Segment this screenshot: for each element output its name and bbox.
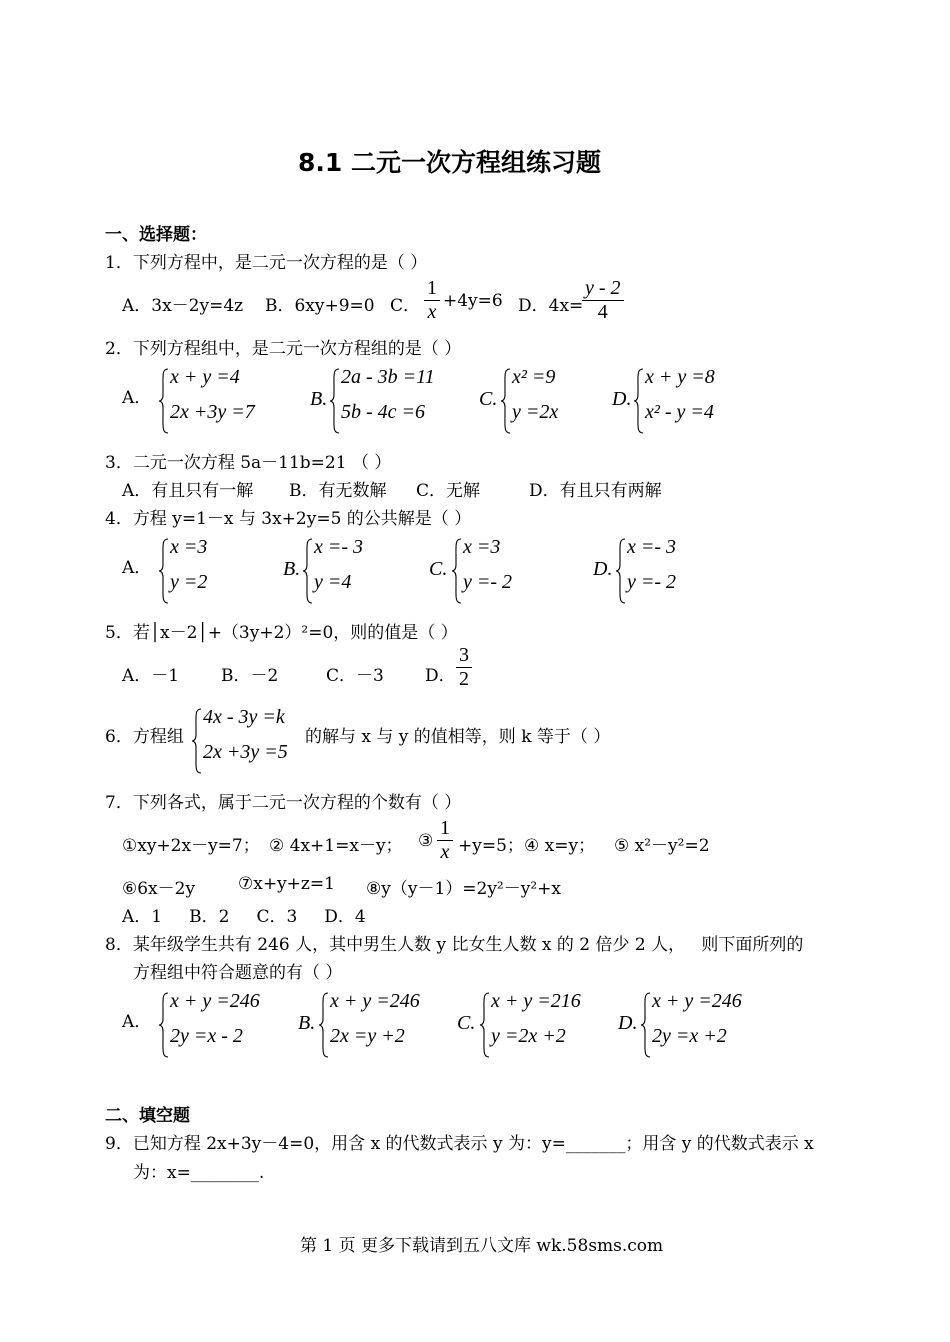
q2-option-d-label: D. (612, 388, 632, 410)
q8-stem-line1: 8．某年级学生共有 246 人，其中男生人数 y 比女生人数 x 的 2 倍少 2 人， 则下面所列的 (105, 935, 804, 955)
brace-icon (615, 538, 627, 604)
q7-stem: 7．下列各式，属于二元一次方程的个数有（ ） (105, 793, 462, 813)
q7-item-2: ② 4x+1=x－y； (269, 836, 403, 856)
q3-option-c: C．无解 (416, 481, 481, 501)
q8-option-a-label: A． (122, 1012, 152, 1032)
q7-item-3-prefix: ③ (418, 831, 434, 851)
q9-blank-x: ________ (190, 1163, 259, 1183)
brace-icon (640, 992, 652, 1058)
q1-stem: 1．下列方程中，是二元一次方程的是（ ） (105, 253, 428, 273)
q5-option-a: A．－1 (122, 666, 180, 686)
q1-option-a: A．3x－2y=4z (122, 296, 244, 316)
q7-item-3-fraction: $\frac{1}{x}$ (437, 817, 453, 864)
brace-icon (479, 992, 491, 1058)
q5-option-b: B．－2 (221, 666, 279, 686)
q1-option-c: C． (390, 296, 421, 316)
q3-option-b: B．有无数解 (289, 481, 387, 501)
q5-option-d: D． (425, 666, 456, 686)
q5-option-c: C．－3 (326, 666, 384, 686)
q1-option-c-fraction: $\frac{1}{x}$ (424, 277, 440, 324)
q1-option-c-rest: +4y=6 (443, 291, 503, 311)
q6-prefix: 6．方程组 (105, 727, 184, 747)
q4-option-b-label: B. (283, 558, 301, 580)
q9-line1: 9．已知方程 2x+3y－4=0，用含 x 的代数式表示 y 为：y=_______；用含 y 的代数式表示 x (105, 1134, 814, 1154)
q1-option-d: D．4x= (518, 296, 584, 316)
brace-icon (318, 992, 330, 1058)
brace-icon (191, 708, 203, 774)
q4-option-c-label: C. (429, 558, 448, 580)
q3-option-a: A．有且只有一解 (122, 481, 254, 501)
q2-option-a-label: A． (122, 388, 152, 408)
q3-option-d: D．有且只有两解 (529, 481, 662, 501)
q7-item-4: ④ x=y； (524, 836, 596, 856)
q3-stem: 3．二元一次方程 5a－11b=21 （ ） (105, 453, 392, 473)
brace-icon (500, 368, 512, 434)
page-footer: 第 1 页 更多下载请到五八文库 wk.58sms.com (300, 1236, 664, 1256)
brace-icon (633, 368, 645, 434)
q7-item-6: ⑥6x－2y (122, 879, 196, 899)
q4-stem: 4．方程 y=1－x 与 3x+2y=5 的公共解是（ ） (105, 509, 472, 529)
brace-icon (329, 368, 341, 434)
q7-item-1: ①xy+2x－y=7； (122, 836, 260, 856)
section-heading-fill: 二、填空题 (105, 1106, 190, 1126)
q7-options: A．1 B．2 C．3 D．4 (122, 907, 366, 927)
q1-option-d-fraction: $\frac{y - 2}{4}$ (582, 277, 624, 324)
q6-suffix: 的解与 x 与 y 的值相等，则 k 等于（ ） (305, 727, 611, 747)
q8-option-d-label: D. (618, 1012, 638, 1034)
q5-option-d-fraction: $\frac{3}{2}$ (456, 644, 472, 691)
brace-icon (158, 368, 170, 434)
q2-option-b-label: B. (310, 388, 328, 410)
q9-line2: 为：x=________. (133, 1163, 265, 1183)
q7-item-8: ⑧y（y－1）=2y²－y²+x (366, 879, 561, 899)
q4-option-a-label: A． (122, 558, 152, 578)
q2-option-c-label: C. (479, 388, 498, 410)
brace-icon (302, 538, 314, 604)
brace-icon (451, 538, 463, 604)
q9-blank-y: _______ (565, 1134, 626, 1154)
q8-option-b-label: B. (298, 1012, 316, 1034)
q7-item-7: ⑦x+y+z=1 (238, 874, 335, 894)
q7-item-3-rest: +y=5； (458, 836, 524, 856)
brace-icon (158, 992, 170, 1058)
page-title: 8.1 二元一次方程组练习题 (298, 148, 601, 177)
q2-stem: 2．下列方程组中，是二元一次方程组的是（ ） (105, 339, 462, 359)
q8-option-c-label: C. (457, 1012, 476, 1034)
section-heading-choice: 一、选择题： (105, 225, 207, 245)
q1-option-b: B．6xy+9=0 (265, 296, 375, 316)
q8-stem-line2: 方程组中符合题意的有（ ） (133, 963, 343, 983)
q4-option-d-label: D. (593, 558, 613, 580)
brace-icon (158, 538, 170, 604)
q7-item-5: ⑤ x²－y²=2 (614, 836, 710, 856)
q5-stem: 5．若│x－2│+（3y+2）²=0，则的值是（ ） (105, 623, 458, 643)
